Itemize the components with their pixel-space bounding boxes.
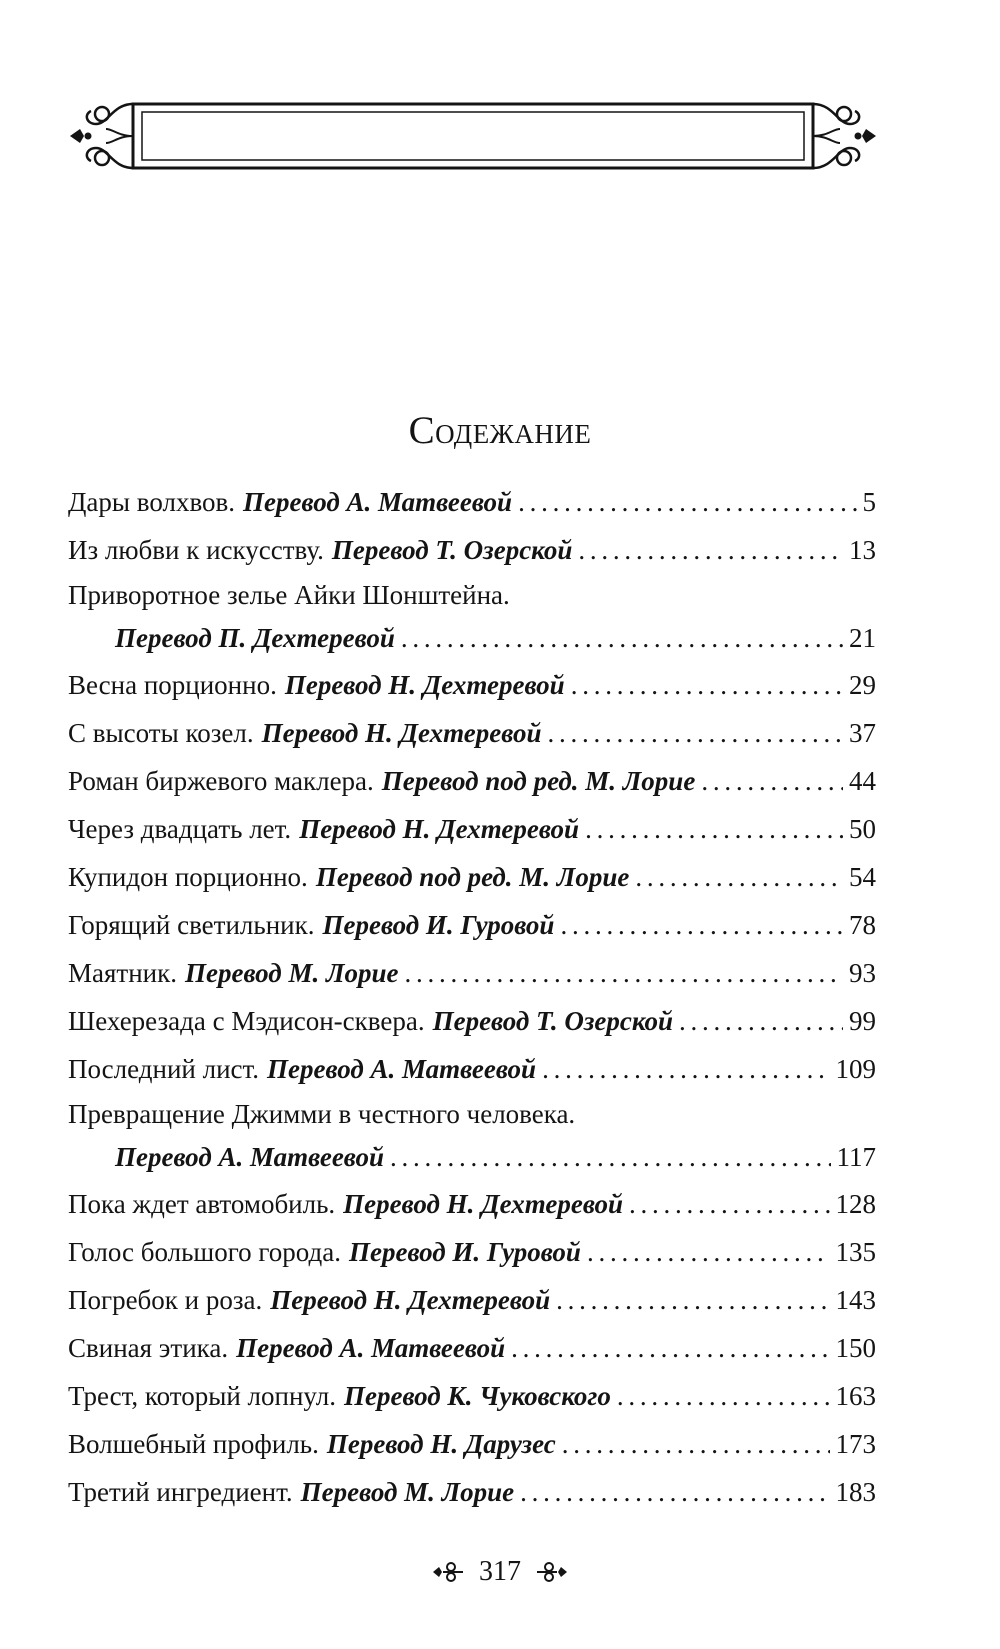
entry-translator: Перевод А. Матвеевой — [243, 487, 513, 517]
entry-page-number: 5 — [862, 487, 876, 517]
dot-leader — [679, 997, 843, 1045]
entry-translator: Перевод Н. Дехтеревой — [284, 670, 565, 700]
entry-page-number: 54 — [849, 862, 876, 892]
entry-title: Волшебный профиль. — [68, 1429, 319, 1459]
entry-page-number: 13 — [849, 535, 876, 565]
dot-leader — [571, 661, 843, 709]
entry-page-number: 93 — [849, 958, 876, 988]
fleuron-right-icon — [535, 1560, 569, 1584]
toc-entry — [68, 997, 876, 1045]
entry-page-number: 173 — [835, 1429, 876, 1459]
toc-entry — [68, 757, 876, 805]
entry-page-number: 78 — [849, 910, 876, 940]
entry-translator: Перевод Н. Дехтеревой — [343, 1189, 624, 1219]
toc-entry — [68, 1276, 876, 1324]
entry-translator: Перевод под ред. М. Лорие — [315, 862, 630, 892]
dot-leader — [547, 709, 843, 757]
dot-leader — [562, 1420, 830, 1468]
dot-leader — [629, 1180, 829, 1228]
toc-entry — [68, 1468, 876, 1516]
entry-title: Третий ингредиент. — [68, 1477, 293, 1507]
toc-entry — [68, 526, 876, 574]
entry-translator: Перевод К. Чуковского — [343, 1381, 611, 1411]
entry-page-number: 99 — [849, 1006, 876, 1036]
entry-translator: Перевод А. Матвеевой — [115, 1142, 385, 1172]
entry-page-number: 128 — [835, 1189, 876, 1219]
dot-leader — [585, 805, 843, 853]
toc-entry — [68, 949, 876, 997]
entry-translator: Перевод под ред. М. Лорие — [381, 766, 696, 796]
toc-entry — [68, 1324, 876, 1372]
entry-translator: Перевод Т. Озерской — [331, 535, 573, 565]
entry-translator: Перевод М. Лорие — [300, 1477, 515, 1507]
dot-leader — [404, 949, 843, 997]
entry-title: Горящий светильник. — [68, 910, 315, 940]
entry-title: Трест, который лопнул. — [68, 1381, 336, 1411]
entry-title: Свиная этика. — [68, 1333, 229, 1363]
entry-translator: Перевод П. Дехтеревой — [115, 623, 395, 653]
toc-entry — [68, 1045, 876, 1093]
dot-leader — [617, 1372, 830, 1420]
entry-page-number: 135 — [835, 1237, 876, 1267]
entry-translator: Перевод Н. Дехтеревой — [299, 814, 580, 844]
entry-translator: Перевод И. Гуровой — [348, 1237, 581, 1267]
entry-page-number: 183 — [835, 1477, 876, 1507]
toc-entry — [68, 1372, 876, 1420]
dot-leader — [701, 757, 843, 805]
header-ornament — [58, 96, 888, 176]
entry-page-number: 109 — [835, 1054, 876, 1084]
dot-leader — [542, 1045, 829, 1093]
toc-entry — [68, 478, 876, 526]
entry-title: Из любви к искусству. — [68, 535, 324, 565]
entry-page-number: 29 — [849, 670, 876, 700]
entry-title: Превращение Джимми в честного человека. — [68, 1099, 576, 1129]
entry-title: Шехерезада с Мэдисон-сквера. — [68, 1006, 425, 1036]
entry-page-number: 117 — [836, 1142, 876, 1172]
toc-entry — [68, 709, 876, 757]
toc-entry — [68, 805, 876, 853]
dot-leader — [560, 901, 843, 949]
toc-entry — [68, 1228, 876, 1276]
entry-translator: Перевод А. Матвеевой — [267, 1054, 537, 1084]
entry-page-number: 150 — [835, 1333, 876, 1363]
toc-entry — [68, 853, 876, 901]
page-number: 317 — [479, 1556, 521, 1587]
entry-title: Последний лист. — [68, 1054, 260, 1084]
entry-translator: Перевод Т. Озерской — [432, 1006, 674, 1036]
toc-entry — [68, 1180, 876, 1228]
entry-title: Пока ждет автомобиль. — [68, 1189, 336, 1219]
entry-title: С высоты козел. — [68, 718, 254, 748]
entry-title: Весна порционно. — [68, 670, 277, 700]
fleuron-left-icon — [431, 1560, 465, 1584]
entry-translator: Перевод Н. Дехтеревой — [261, 718, 542, 748]
dot-leader — [518, 478, 856, 526]
table-of-contents — [68, 478, 876, 1516]
dot-leader — [635, 853, 843, 901]
toc-entry — [68, 1093, 876, 1180]
entry-translator: Перевод Н. Дехтеревой — [270, 1285, 551, 1315]
entry-page-number: 163 — [835, 1381, 876, 1411]
entry-title: Купидон порционно. — [68, 862, 308, 892]
entry-title: Голос большого города. — [68, 1237, 341, 1267]
entry-title: Роман биржевого маклера. — [68, 766, 374, 796]
dot-leader — [390, 1136, 830, 1179]
entry-title: Погребок и роза. — [68, 1285, 263, 1315]
entry-translator: Перевод М. Лорие — [184, 958, 399, 988]
page-title: Содежание — [408, 409, 592, 452]
dot-leader — [556, 1276, 829, 1324]
page-footer — [0, 1550, 1000, 1594]
entry-translator: Перевод А. Матвеевой — [236, 1333, 506, 1363]
entry-title: Дары волхвов. — [68, 487, 236, 517]
entry-title: Приворотное зелье Айки Шонштейна. — [68, 580, 510, 610]
entry-page-number: 21 — [849, 623, 876, 653]
dot-leader — [401, 617, 843, 660]
entry-translator: Перевод Н. Дарузес — [326, 1429, 556, 1459]
dot-leader — [578, 526, 843, 574]
toc-entry — [68, 574, 876, 661]
toc-entry — [68, 1420, 876, 1468]
toc-entry — [68, 901, 876, 949]
entry-title: Через двадцать лет. — [68, 814, 292, 844]
dot-leader — [587, 1228, 830, 1276]
dot-leader — [520, 1468, 829, 1516]
entry-translator: Перевод И. Гуровой — [322, 910, 555, 940]
entry-title: Маятник. — [68, 958, 177, 988]
toc-entry — [68, 661, 876, 709]
entry-page-number: 44 — [849, 766, 876, 796]
dot-leader — [511, 1324, 829, 1372]
entry-page-number: 143 — [835, 1285, 876, 1315]
entry-page-number: 50 — [849, 814, 876, 844]
entry-page-number: 37 — [849, 718, 876, 748]
